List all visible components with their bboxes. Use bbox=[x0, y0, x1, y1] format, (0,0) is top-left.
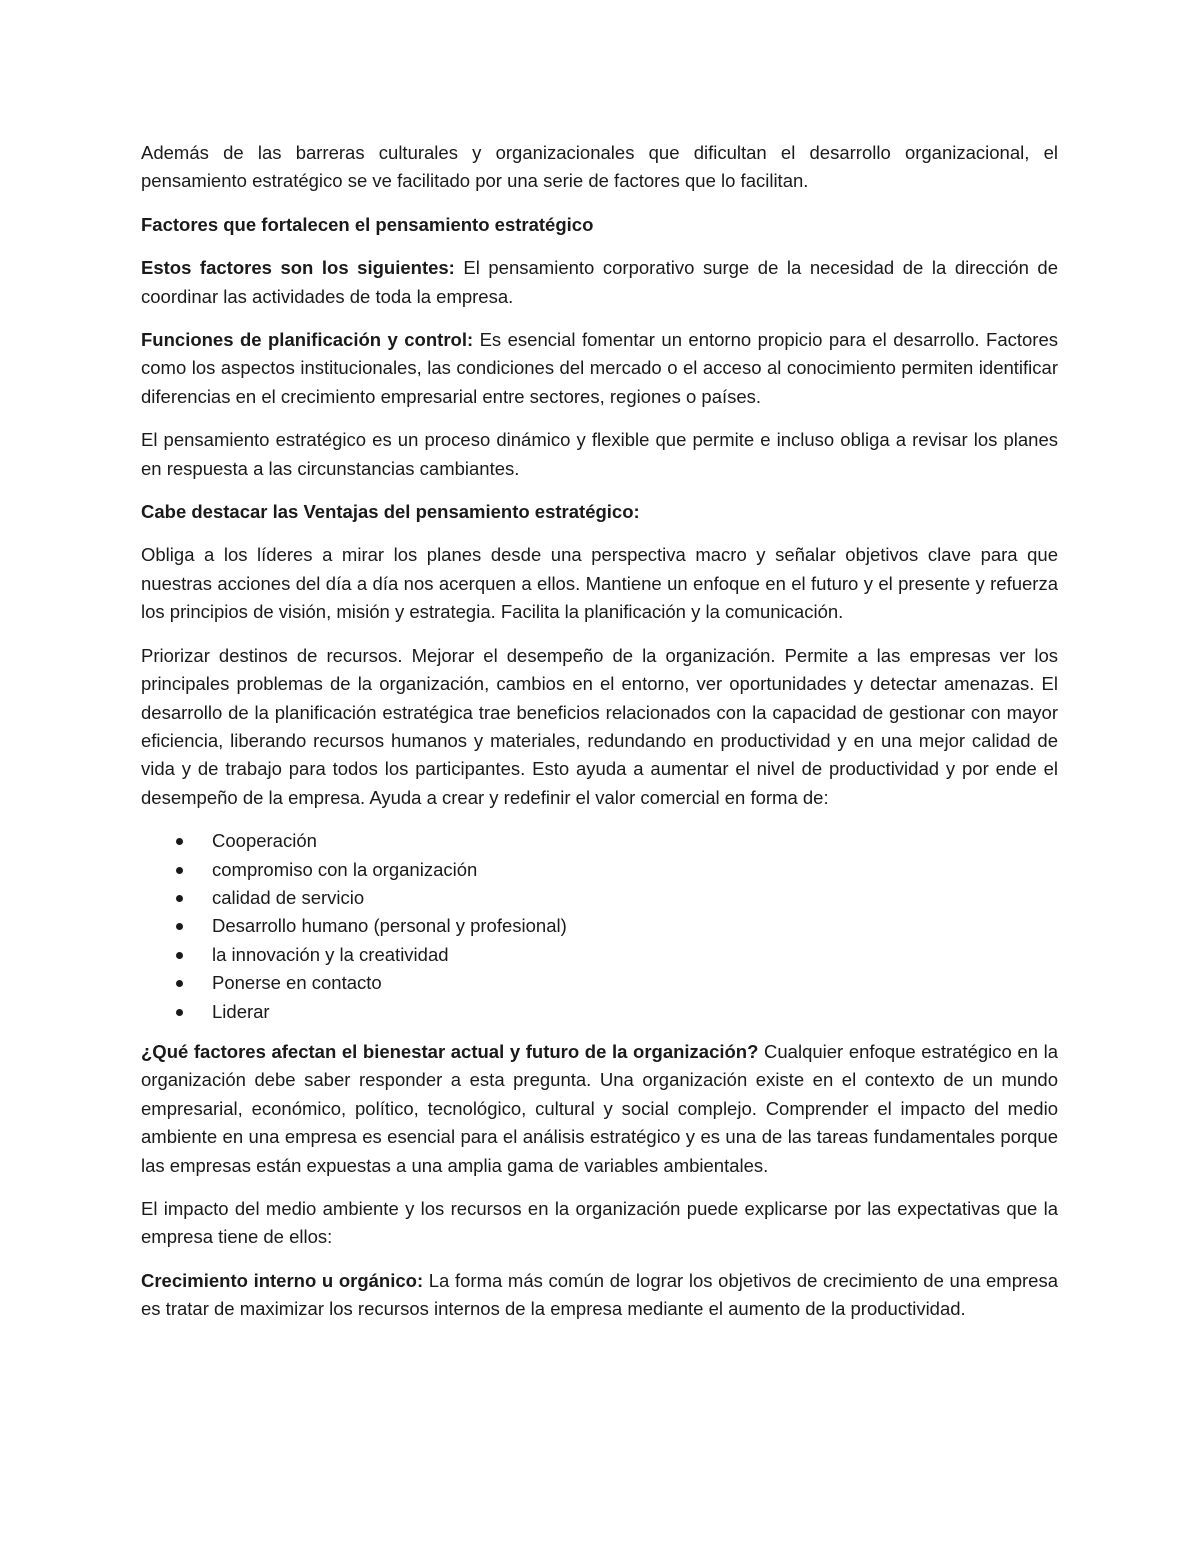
list-item bbox=[141, 856, 1058, 884]
bullet-icon bbox=[176, 867, 183, 874]
paragraph-wellbeing-question: ¿Qué factores afectan el bienestar actual y futuro de la organización? bbox=[141, 1040, 759, 1062]
paragraph-internal-growth bbox=[141, 1267, 1058, 1324]
paragraph-planning-lead: Funciones de planificación y control: bbox=[141, 329, 474, 351]
bullet-icon bbox=[176, 838, 183, 845]
list-item-label: calidad de servicio bbox=[212, 886, 365, 908]
value-bullet-list bbox=[141, 827, 1058, 1026]
list-item-label: Ponerse en contacto bbox=[212, 972, 382, 994]
list-item-label: Cooperación bbox=[212, 830, 317, 852]
paragraph-internal-growth-text: La forma más común de lograr los objetivos de crecimiento de una empresa es tratar de maximizar los recursos internos de la empresa mediante el aumento de la productividad. bbox=[141, 1269, 1058, 1320]
list-item bbox=[141, 912, 1058, 940]
paragraph-factors-lead: Estos factores son los siguientes: bbox=[141, 257, 455, 279]
bullet-icon bbox=[176, 923, 183, 930]
paragraph-intro: Además de las barreras culturales y organizacionales que dificultan el desarrollo organizacional, el pensamiento estratégico se ve facilitado por una serie de factores que lo facilitan. bbox=[141, 142, 1058, 192]
list-item-label: Liderar bbox=[212, 1000, 270, 1022]
paragraph-wellbeing bbox=[141, 1038, 1058, 1180]
bullet-icon bbox=[176, 980, 183, 987]
paragraph-dynamic-process: El pensamiento estratégico es un proceso dinámico y flexible que permite e incluso obliga a revisar los planes en respuesta a las circunstancias cambiantes. bbox=[141, 429, 1058, 479]
list-item bbox=[141, 884, 1058, 912]
list-item bbox=[141, 998, 1058, 1026]
heading-factors: Factores que fortalecen el pensamiento estratégico bbox=[141, 213, 594, 235]
bullet-icon bbox=[176, 895, 183, 902]
list-item bbox=[141, 969, 1058, 997]
bullet-icon bbox=[176, 952, 183, 959]
paragraph-factors-text: El pensamiento corporativo surge de la necesidad de la dirección de coordinar las actividades de toda la empresa. bbox=[141, 257, 1058, 307]
heading-advantages: Cabe destacar las Ventajas del pensamiento estratégico: bbox=[141, 501, 640, 523]
paragraph-priorities: Priorizar destinos de recursos. Mejorar el desempeño de la organización. Permite a las empresas ver los principales problemas de la organización, cambios en el entorno, ver oportunidades y detectar amenazas. El desarrollo de la planificación estratégica trae beneficios relacionados con la capacidad de gestionar con mayor eficiencia, liberando recursos humanos y materiales, redundando en productividad y en una mejor calidad de vida y de trabajo para todos los participantes. Esto ayuda a aumentar el nivel de productividad y por ende el desempeño de la empresa. Ayuda a crear y redefinir el valor comercial en forma de: bbox=[141, 644, 1058, 808]
paragraph-environment-impact: El impacto del medio ambiente y los recursos en la organización puede explicarse por las expectativas que la empresa tiene de ellos: bbox=[141, 1198, 1058, 1248]
document-page bbox=[141, 139, 1058, 1339]
paragraph-advantages: Obliga a los líderes a mirar los planes desde una perspectiva macro y señalar objetivos clave para que nuestras acciones del día a día nos acerquen a ellos. Mantiene un enfoque en el futuro y el presente y refuerza los principios de visión, misión y estrategia. Facilita la planificación y la comunicación. bbox=[141, 544, 1058, 623]
list-item bbox=[141, 941, 1058, 969]
paragraph-internal-growth-lead: Crecimiento interno u orgánico: bbox=[141, 1269, 424, 1291]
paragraph-planning bbox=[141, 326, 1058, 411]
list-item bbox=[141, 827, 1058, 855]
list-item-label: compromiso con la organización bbox=[212, 858, 478, 880]
list-item-label: Desarrollo humano (personal y profesional) bbox=[212, 915, 567, 937]
list-item-label: la innovación y la creatividad bbox=[212, 943, 449, 965]
bullet-icon bbox=[176, 1009, 183, 1016]
paragraph-wellbeing-text: Cualquier enfoque estratégico en la organización debe saber responder a esta pregunta. Una organización existe en el contexto de un mundo empresarial, económico, político, tecnológico, cultural y social complejo. Comprender el impacto del medio ambiente en una empresa es esencial para el análisis estratégico y es una de las tareas fundamentales porque las empresas están expuestas a una amplia gama de variables ambientales. bbox=[141, 1040, 1058, 1176]
paragraph-planning-text: Es esencial fomentar un entorno propicio para el desarrollo. Factores como los aspectos institucionales, las condiciones del mercado o el acceso al conocimiento permiten identificar diferencias en el crecimiento empresarial entre sectores, regiones o países. bbox=[141, 329, 1058, 407]
paragraph-factors-list bbox=[141, 254, 1058, 311]
